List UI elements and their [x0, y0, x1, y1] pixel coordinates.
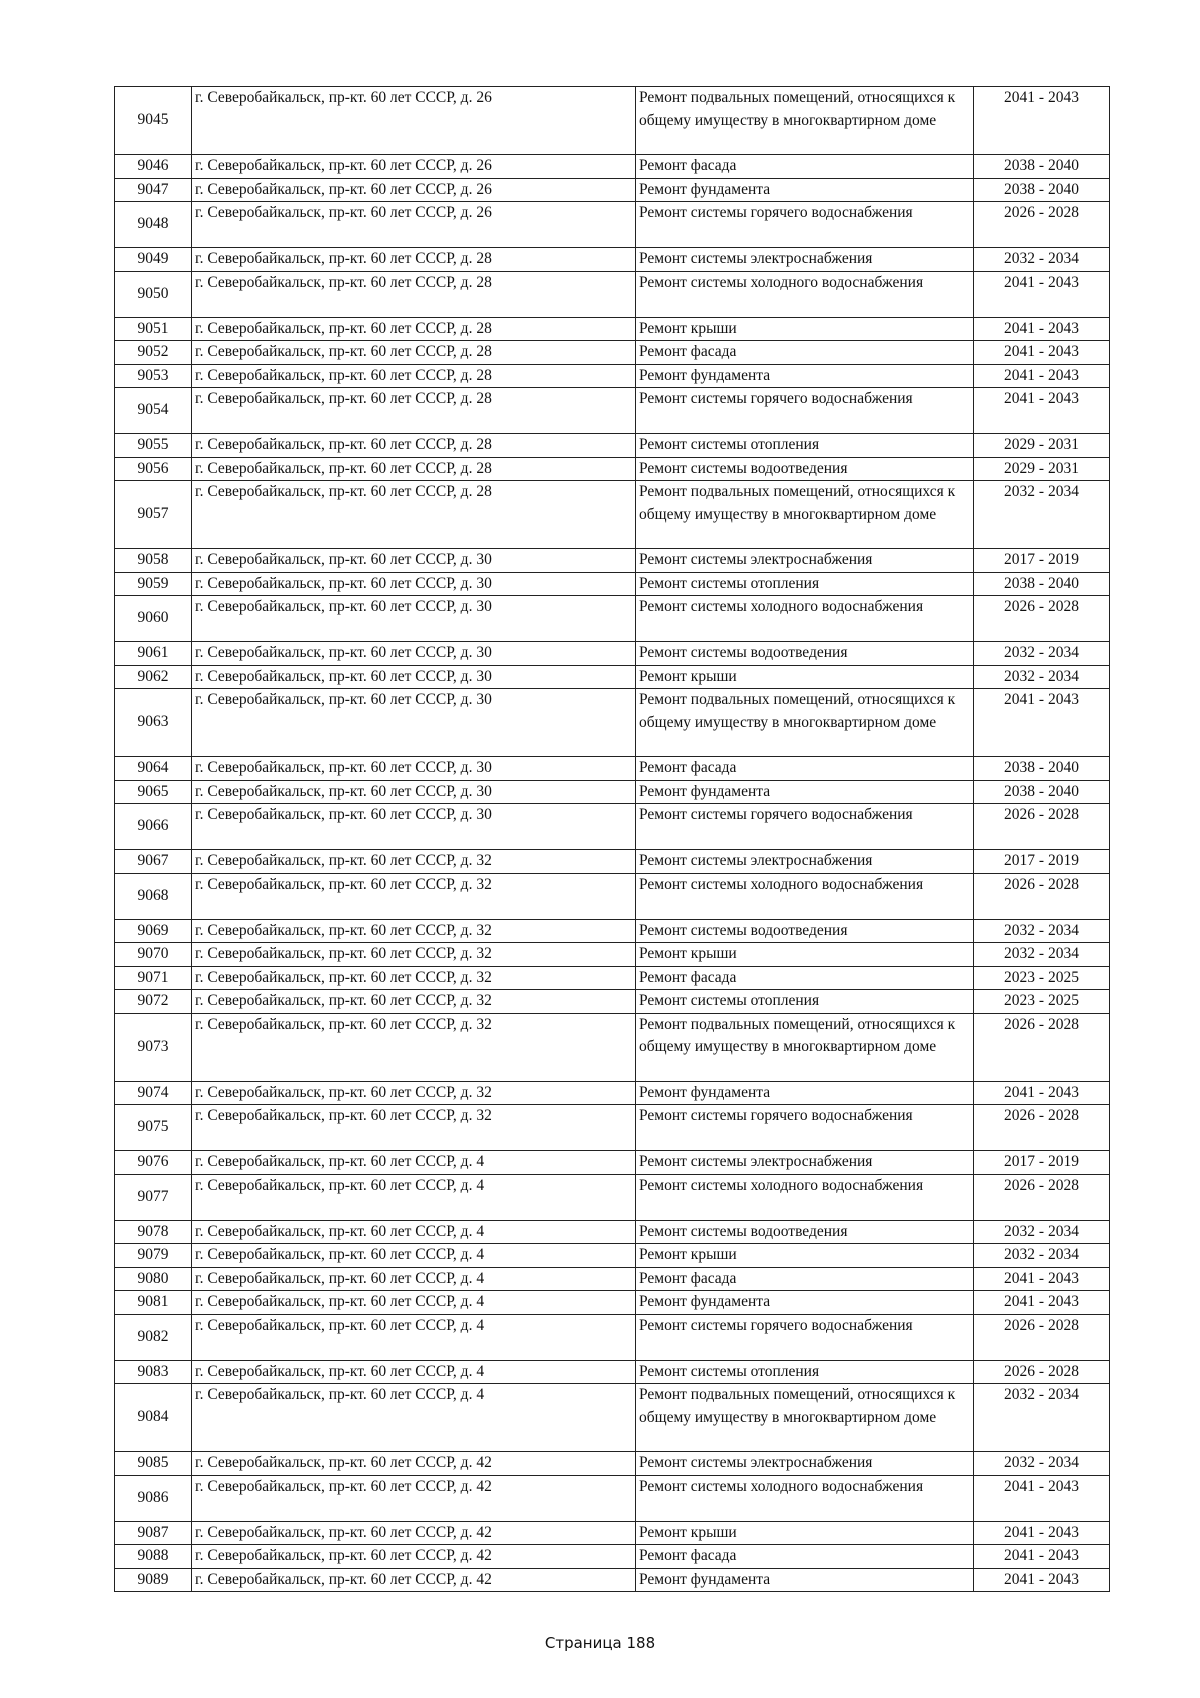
row-number: 9071: [115, 966, 192, 990]
table-row: [115, 1105, 1110, 1151]
row-number: 9088: [115, 1545, 192, 1569]
address-cell: г. Северобайкальск, пр-кт. 60 лет СССР, д. 26: [192, 202, 636, 248]
address-cell: г. Северобайкальск, пр-кт. 60 лет СССР, д. 30: [192, 780, 636, 804]
address-cell: г. Северобайкальск, пр-кт. 60 лет СССР, д. 26: [192, 87, 636, 155]
period-cell: 2017 - 2019: [974, 549, 1110, 573]
period-cell: 2032 - 2034: [974, 248, 1110, 272]
table-row: [115, 642, 1110, 666]
address-cell: г. Северобайкальск, пр-кт. 60 лет СССР, д. 4: [192, 1291, 636, 1315]
work-type-cell: Ремонт фасада: [636, 341, 974, 365]
table-row: [115, 596, 1110, 642]
period-cell: 2026 - 2028: [974, 202, 1110, 248]
table-row: [115, 388, 1110, 434]
period-cell: 2041 - 2043: [974, 317, 1110, 341]
row-number: 9046: [115, 155, 192, 179]
work-type-cell: Ремонт фундамента: [636, 178, 974, 202]
work-type-cell: Ремонт фасада: [636, 1545, 974, 1569]
row-number: 9085: [115, 1452, 192, 1476]
work-type-cell: Ремонт подвальных помещений, относящихся к общему имуществу в многоквартирном доме: [636, 87, 974, 155]
table-row: [115, 1384, 1110, 1452]
period-cell: 2032 - 2034: [974, 665, 1110, 689]
period-cell: 2029 - 2031: [974, 457, 1110, 481]
work-type-cell: Ремонт подвальных помещений, относящихся к общему имуществу в многоквартирном доме: [636, 481, 974, 549]
period-cell: 2032 - 2034: [974, 943, 1110, 967]
address-cell: г. Северобайкальск, пр-кт. 60 лет СССР, д. 26: [192, 155, 636, 179]
address-cell: г. Северобайкальск, пр-кт. 60 лет СССР, д. 4: [192, 1244, 636, 1268]
work-type-cell: Ремонт системы холодного водоснабжения: [636, 1475, 974, 1521]
address-cell: г. Северобайкальск, пр-кт. 60 лет СССР, д. 28: [192, 341, 636, 365]
work-type-cell: Ремонт крыши: [636, 317, 974, 341]
table-row: [115, 919, 1110, 943]
work-type-cell: Ремонт системы электроснабжения: [636, 1452, 974, 1476]
table-row: [115, 481, 1110, 549]
period-cell: 2041 - 2043: [974, 341, 1110, 365]
work-type-cell: Ремонт фундамента: [636, 1081, 974, 1105]
table-row: [115, 689, 1110, 757]
period-cell: 2026 - 2028: [974, 1360, 1110, 1384]
work-type-cell: Ремонт системы горячего водоснабжения: [636, 1314, 974, 1360]
table-row: [115, 1568, 1110, 1592]
work-type-cell: Ремонт фасада: [636, 155, 974, 179]
address-cell: г. Северобайкальск, пр-кт. 60 лет СССР, д. 28: [192, 388, 636, 434]
address-cell: г. Северобайкальск, пр-кт. 60 лет СССР, д. 28: [192, 457, 636, 481]
row-number: 9083: [115, 1360, 192, 1384]
address-cell: г. Северобайкальск, пр-кт. 60 лет СССР, д. 28: [192, 481, 636, 549]
table-row: [115, 178, 1110, 202]
table-row: [115, 317, 1110, 341]
table-row: [115, 966, 1110, 990]
period-cell: 2041 - 2043: [974, 388, 1110, 434]
work-type-cell: Ремонт фасада: [636, 966, 974, 990]
row-number: 9047: [115, 178, 192, 202]
table-row: [115, 87, 1110, 155]
table-row: [115, 1291, 1110, 1315]
address-cell: г. Северобайкальск, пр-кт. 60 лет СССР, д. 30: [192, 549, 636, 573]
address-cell: г. Северобайкальск, пр-кт. 60 лет СССР, д. 42: [192, 1475, 636, 1521]
period-cell: 2038 - 2040: [974, 757, 1110, 781]
table-row: [115, 1521, 1110, 1545]
table-row: [115, 1314, 1110, 1360]
period-cell: 2032 - 2034: [974, 1220, 1110, 1244]
row-number: 9089: [115, 1568, 192, 1592]
period-cell: 2026 - 2028: [974, 1105, 1110, 1151]
address-cell: г. Северобайкальск, пр-кт. 60 лет СССР, д. 4: [192, 1267, 636, 1291]
address-cell: г. Северобайкальск, пр-кт. 60 лет СССР, д. 28: [192, 317, 636, 341]
period-cell: 2026 - 2028: [974, 1314, 1110, 1360]
work-type-cell: Ремонт системы горячего водоснабжения: [636, 202, 974, 248]
table-row: [115, 1220, 1110, 1244]
table-row: [115, 572, 1110, 596]
work-type-cell: Ремонт системы отопления: [636, 572, 974, 596]
work-type-cell: Ремонт фасада: [636, 1267, 974, 1291]
table-row: [115, 780, 1110, 804]
period-cell: 2023 - 2025: [974, 990, 1110, 1014]
work-type-cell: Ремонт системы горячего водоснабжения: [636, 1105, 974, 1151]
address-cell: г. Северобайкальск, пр-кт. 60 лет СССР, д. 4: [192, 1314, 636, 1360]
table-row: [115, 757, 1110, 781]
period-cell: 2041 - 2043: [974, 1267, 1110, 1291]
row-number: 9069: [115, 919, 192, 943]
address-cell: г. Северобайкальск, пр-кт. 60 лет СССР, д. 32: [192, 1013, 636, 1081]
period-cell: 2041 - 2043: [974, 364, 1110, 388]
address-cell: г. Северобайкальск, пр-кт. 60 лет СССР, д. 30: [192, 572, 636, 596]
table-row: [115, 990, 1110, 1014]
table-row: [115, 1174, 1110, 1220]
address-cell: г. Северобайкальск, пр-кт. 60 лет СССР, д. 42: [192, 1452, 636, 1476]
table-row: [115, 1267, 1110, 1291]
period-cell: 2032 - 2034: [974, 919, 1110, 943]
table-row: [115, 155, 1110, 179]
period-cell: 2026 - 2028: [974, 596, 1110, 642]
address-cell: г. Северобайкальск, пр-кт. 60 лет СССР, д. 32: [192, 966, 636, 990]
address-cell: г. Северобайкальск, пр-кт. 60 лет СССР, д. 32: [192, 943, 636, 967]
address-cell: г. Северобайкальск, пр-кт. 60 лет СССР, д. 28: [192, 364, 636, 388]
period-cell: 2041 - 2043: [974, 1545, 1110, 1569]
address-cell: г. Северобайкальск, пр-кт. 60 лет СССР, д. 4: [192, 1151, 636, 1175]
row-number: 9045: [115, 87, 192, 155]
row-number: 9087: [115, 1521, 192, 1545]
row-number: 9075: [115, 1105, 192, 1151]
work-type-cell: Ремонт системы холодного водоснабжения: [636, 596, 974, 642]
table-row: [115, 271, 1110, 317]
address-cell: г. Северобайкальск, пр-кт. 60 лет СССР, д. 28: [192, 434, 636, 458]
address-cell: г. Северобайкальск, пр-кт. 60 лет СССР, д. 26: [192, 178, 636, 202]
period-cell: 2017 - 2019: [974, 1151, 1110, 1175]
row-number: 9049: [115, 248, 192, 272]
period-cell: 2041 - 2043: [974, 271, 1110, 317]
table-row: [115, 1151, 1110, 1175]
work-type-cell: Ремонт системы отопления: [636, 1360, 974, 1384]
address-cell: г. Северобайкальск, пр-кт. 60 лет СССР, д. 4: [192, 1360, 636, 1384]
table-row: [115, 943, 1110, 967]
table-row: [115, 364, 1110, 388]
table-row: [115, 457, 1110, 481]
row-number: 9054: [115, 388, 192, 434]
row-number: 9080: [115, 1267, 192, 1291]
work-type-cell: Ремонт системы водоотведения: [636, 642, 974, 666]
work-type-cell: Ремонт крыши: [636, 1244, 974, 1268]
row-number: 9076: [115, 1151, 192, 1175]
address-cell: г. Северобайкальск, пр-кт. 60 лет СССР, д. 30: [192, 642, 636, 666]
address-cell: г. Северобайкальск, пр-кт. 60 лет СССР, д. 42: [192, 1521, 636, 1545]
period-cell: 2032 - 2034: [974, 1452, 1110, 1476]
row-number: 9056: [115, 457, 192, 481]
table-body: [115, 87, 1110, 1592]
work-type-cell: Ремонт системы холодного водоснабжения: [636, 271, 974, 317]
table-row: [115, 850, 1110, 874]
table-row: [115, 1452, 1110, 1476]
address-cell: г. Северобайкальск, пр-кт. 60 лет СССР, д. 30: [192, 596, 636, 642]
address-cell: г. Северобайкальск, пр-кт. 60 лет СССР, д. 4: [192, 1384, 636, 1452]
row-number: 9082: [115, 1314, 192, 1360]
address-cell: г. Северобайкальск, пр-кт. 60 лет СССР, д. 32: [192, 1081, 636, 1105]
address-cell: г. Северобайкальск, пр-кт. 60 лет СССР, д. 30: [192, 804, 636, 850]
row-number: 9052: [115, 341, 192, 365]
work-type-cell: Ремонт системы горячего водоснабжения: [636, 388, 974, 434]
row-number: 9048: [115, 202, 192, 248]
work-type-cell: Ремонт системы электроснабжения: [636, 549, 974, 573]
work-type-cell: Ремонт системы электроснабжения: [636, 248, 974, 272]
period-cell: 2026 - 2028: [974, 1174, 1110, 1220]
work-type-cell: Ремонт фасада: [636, 757, 974, 781]
address-cell: г. Северобайкальск, пр-кт. 60 лет СССР, д. 32: [192, 919, 636, 943]
period-cell: 2038 - 2040: [974, 780, 1110, 804]
row-number: 9073: [115, 1013, 192, 1081]
row-number: 9055: [115, 434, 192, 458]
period-cell: 2026 - 2028: [974, 804, 1110, 850]
table-row: [115, 1244, 1110, 1268]
row-number: 9061: [115, 642, 192, 666]
work-type-cell: Ремонт подвальных помещений, относящихся к общему имуществу в многоквартирном доме: [636, 1013, 974, 1081]
row-number: 9059: [115, 572, 192, 596]
table-row: [115, 248, 1110, 272]
table-row: [115, 665, 1110, 689]
page-number: Страница 188: [544, 1634, 656, 1652]
row-number: 9051: [115, 317, 192, 341]
row-number: 9084: [115, 1384, 192, 1452]
table-row: [115, 549, 1110, 573]
work-type-cell: Ремонт системы электроснабжения: [636, 850, 974, 874]
table-row: [115, 804, 1110, 850]
row-number: 9070: [115, 943, 192, 967]
address-cell: г. Северобайкальск, пр-кт. 60 лет СССР, д. 28: [192, 248, 636, 272]
address-cell: г. Северобайкальск, пр-кт. 60 лет СССР, д. 4: [192, 1174, 636, 1220]
table-row: [115, 434, 1110, 458]
address-cell: г. Северобайкальск, пр-кт. 60 лет СССР, д. 32: [192, 873, 636, 919]
period-cell: 2041 - 2043: [974, 1291, 1110, 1315]
address-cell: г. Северобайкальск, пр-кт. 60 лет СССР, д. 28: [192, 271, 636, 317]
table-row: [115, 1475, 1110, 1521]
work-type-cell: Ремонт системы водоотведения: [636, 919, 974, 943]
period-cell: 2041 - 2043: [974, 689, 1110, 757]
table-row: [115, 1081, 1110, 1105]
period-cell: 2017 - 2019: [974, 850, 1110, 874]
row-number: 9066: [115, 804, 192, 850]
period-cell: 2041 - 2043: [974, 87, 1110, 155]
work-type-cell: Ремонт системы холодного водоснабжения: [636, 1174, 974, 1220]
work-type-cell: Ремонт системы горячего водоснабжения: [636, 804, 974, 850]
period-cell: 2032 - 2034: [974, 642, 1110, 666]
row-number: 9060: [115, 596, 192, 642]
period-cell: 2026 - 2028: [974, 873, 1110, 919]
period-cell: 2038 - 2040: [974, 572, 1110, 596]
address-cell: г. Северобайкальск, пр-кт. 60 лет СССР, д. 30: [192, 665, 636, 689]
work-type-cell: Ремонт крыши: [636, 943, 974, 967]
row-number: 9077: [115, 1174, 192, 1220]
row-number: 9086: [115, 1475, 192, 1521]
address-cell: г. Северобайкальск, пр-кт. 60 лет СССР, д. 32: [192, 1105, 636, 1151]
address-cell: г. Северобайкальск, пр-кт. 60 лет СССР, д. 32: [192, 850, 636, 874]
period-cell: 2041 - 2043: [974, 1475, 1110, 1521]
table-row: [115, 1360, 1110, 1384]
row-number: 9081: [115, 1291, 192, 1315]
row-number: 9064: [115, 757, 192, 781]
work-type-cell: Ремонт фундамента: [636, 364, 974, 388]
period-cell: 2038 - 2040: [974, 178, 1110, 202]
work-type-cell: Ремонт фундамента: [636, 1291, 974, 1315]
work-type-cell: Ремонт подвальных помещений, относящихся к общему имуществу в многоквартирном доме: [636, 1384, 974, 1452]
period-cell: 2038 - 2040: [974, 155, 1110, 179]
address-cell: г. Северобайкальск, пр-кт. 60 лет СССР, д. 4: [192, 1220, 636, 1244]
row-number: 9053: [115, 364, 192, 388]
address-cell: г. Северобайкальск, пр-кт. 60 лет СССР, д. 30: [192, 757, 636, 781]
row-number: 9050: [115, 271, 192, 317]
work-type-cell: Ремонт системы отопления: [636, 434, 974, 458]
period-cell: 2032 - 2034: [974, 1244, 1110, 1268]
period-cell: 2029 - 2031: [974, 434, 1110, 458]
period-cell: 2041 - 2043: [974, 1081, 1110, 1105]
row-number: 9072: [115, 990, 192, 1014]
work-type-cell: Ремонт системы холодного водоснабжения: [636, 873, 974, 919]
row-number: 9074: [115, 1081, 192, 1105]
repair-schedule-table: [114, 86, 1110, 1592]
table-row: [115, 1013, 1110, 1081]
table-row: [115, 1545, 1110, 1569]
row-number: 9062: [115, 665, 192, 689]
row-number: 9058: [115, 549, 192, 573]
work-type-cell: Ремонт фундамента: [636, 1568, 974, 1592]
row-number: 9063: [115, 689, 192, 757]
address-cell: г. Северобайкальск, пр-кт. 60 лет СССР, д. 42: [192, 1545, 636, 1569]
address-cell: г. Северобайкальск, пр-кт. 60 лет СССР, д. 42: [192, 1568, 636, 1592]
work-type-cell: Ремонт крыши: [636, 665, 974, 689]
row-number: 9079: [115, 1244, 192, 1268]
row-number: 9068: [115, 873, 192, 919]
work-type-cell: Ремонт подвальных помещений, относящихся к общему имуществу в многоквартирном доме: [636, 689, 974, 757]
work-type-cell: Ремонт системы водоотведения: [636, 457, 974, 481]
work-type-cell: Ремонт системы электроснабжения: [636, 1151, 974, 1175]
row-number: 9057: [115, 481, 192, 549]
table-row: [115, 341, 1110, 365]
row-number: 9065: [115, 780, 192, 804]
period-cell: 2032 - 2034: [974, 1384, 1110, 1452]
table-row: [115, 202, 1110, 248]
work-type-cell: Ремонт фундамента: [636, 780, 974, 804]
work-type-cell: Ремонт крыши: [636, 1521, 974, 1545]
work-type-cell: Ремонт системы отопления: [636, 990, 974, 1014]
work-type-cell: Ремонт системы водоотведения: [636, 1220, 974, 1244]
row-number: 9078: [115, 1220, 192, 1244]
period-cell: 2041 - 2043: [974, 1568, 1110, 1592]
period-cell: 2023 - 2025: [974, 966, 1110, 990]
table-row: [115, 873, 1110, 919]
address-cell: г. Северобайкальск, пр-кт. 60 лет СССР, д. 32: [192, 990, 636, 1014]
period-cell: 2032 - 2034: [974, 481, 1110, 549]
row-number: 9067: [115, 850, 192, 874]
period-cell: 2041 - 2043: [974, 1521, 1110, 1545]
address-cell: г. Северобайкальск, пр-кт. 60 лет СССР, д. 30: [192, 689, 636, 757]
period-cell: 2026 - 2028: [974, 1013, 1110, 1081]
